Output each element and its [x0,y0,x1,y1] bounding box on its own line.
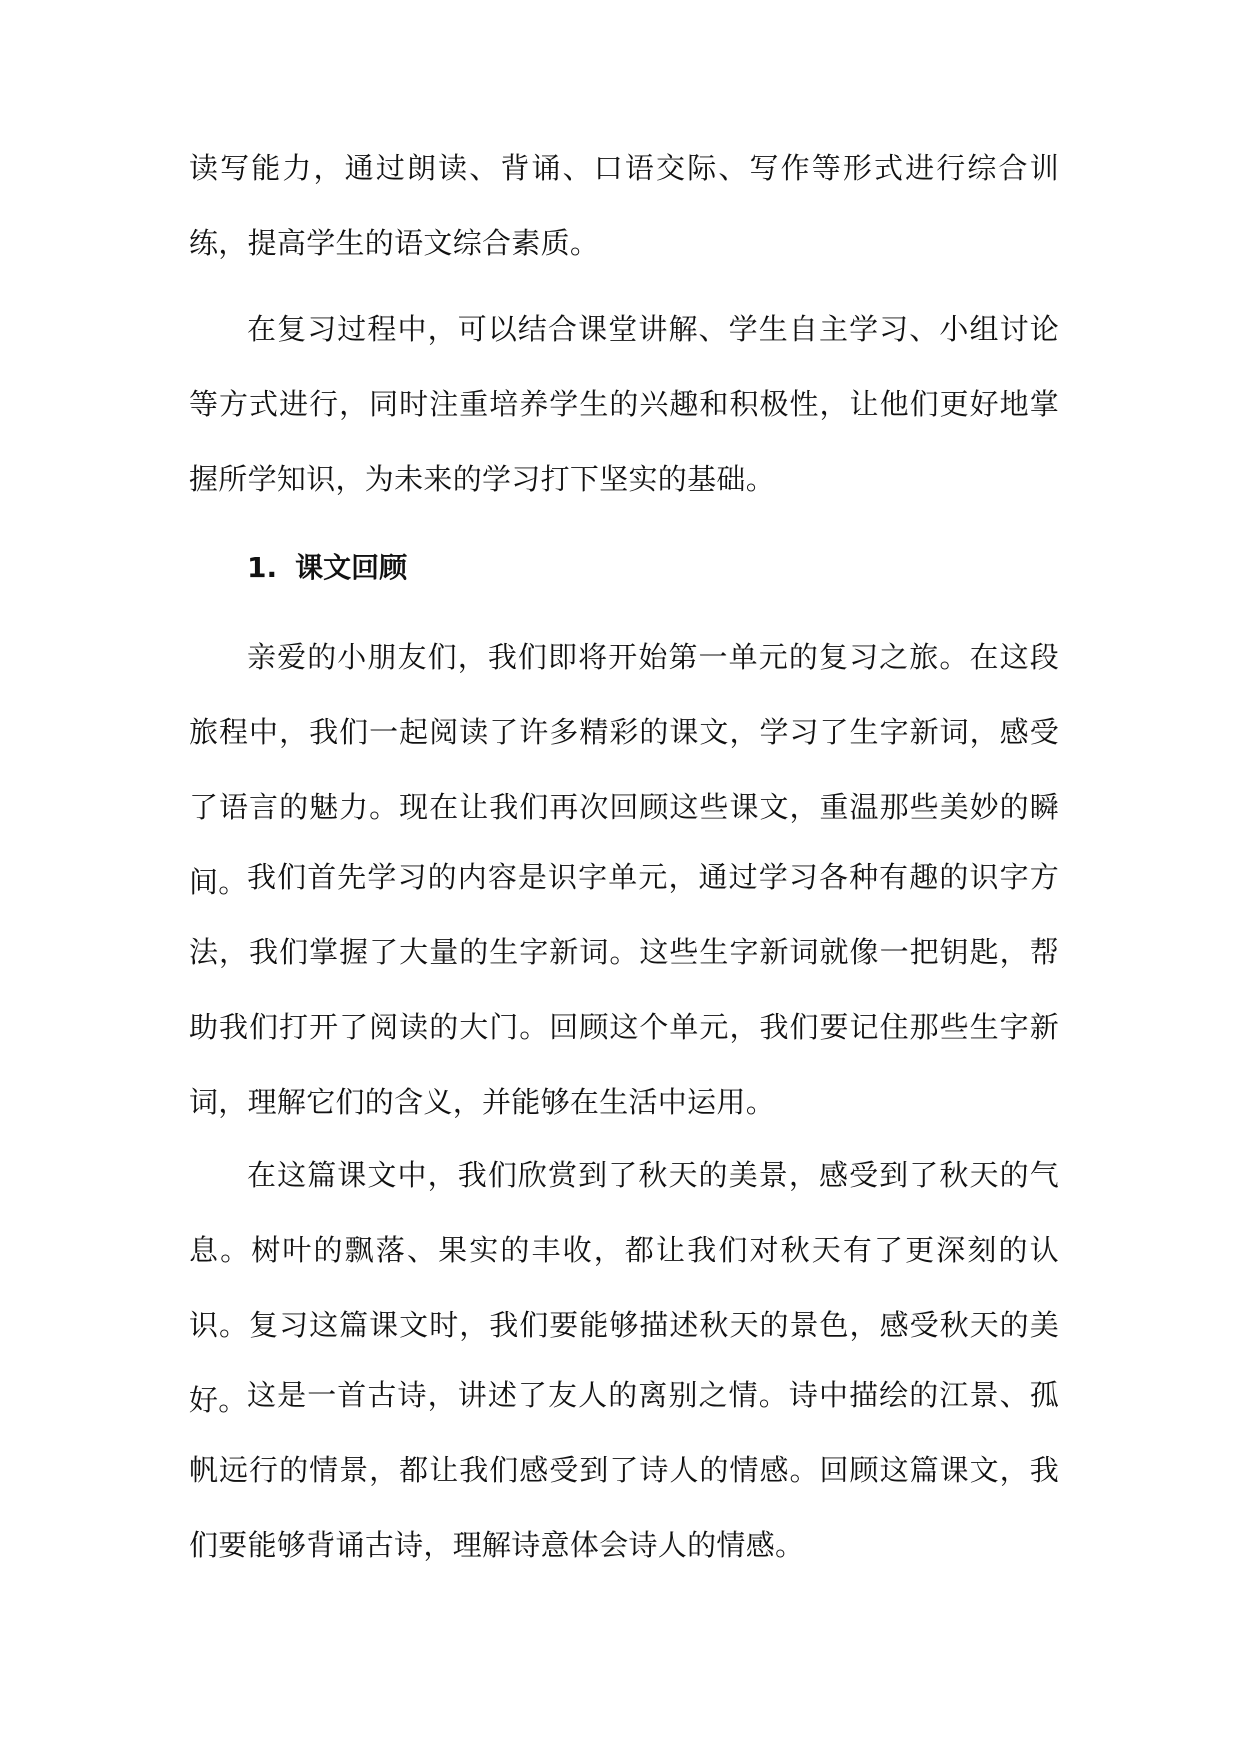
section-heading [247,548,407,588]
paragraph-review-intro: 亲爱的小朋友们，我们即将开始第一单元的复习之旅。在这段旅程中，我们一起阅读了许多精彩的课文，学习了生字新词，感受了语言的魅力。现在让我们再次回顾这些课文，重温那些美妙的瞬间。 [189,640,1059,899]
paragraph-review-method: 在复习过程中，可以结合课堂讲解、学生自主学习、小组讨论等方式进行，同时注重培养学生的兴趣和积极性，让他们更好地掌握所学知识，为未来的学习打下坚实的基础。 [189,312,1059,496]
paragraph-ancient-poem: 这是一首古诗，讲述了友人的离别之情。诗中描绘的江景、孤帆远行的情景，都让我们感受到了诗人的情感。回顾这篇课文，我们要能够背诵古诗，理解诗意体会诗人的情感。 [189,1378,1059,1562]
paragraph-literacy-unit: 我们首先学习的内容是识字单元，通过学习各种有趣的识字方法，我们掌握了大量的生字新词。这些生字新词就像一把钥匙，帮助我们打开了阅读的大门。回顾这个单元，我们要记住那些生字新词，理解它们的含义，并能够在生活中运用。 [189,860,1059,1119]
section-title: 课文回顾 [295,551,408,584]
section-number: 1. [247,551,278,584]
paragraph-intro-continuation: 读写能力，通过朗读、背诵、口语交际、写作等形式进行综合训练，提高学生的语文综合素质。 [189,151,1059,260]
paragraph-autumn-text: 在这篇课文中，我们欣赏到了秋天的美景，感受到了秋天的气息。树叶的飘落、果实的丰收，都让我们对秋天有了更深刻的认识。复习这篇课文时，我们要能够描述秋天的景色，感受秋天的美好。 [189,1158,1059,1417]
